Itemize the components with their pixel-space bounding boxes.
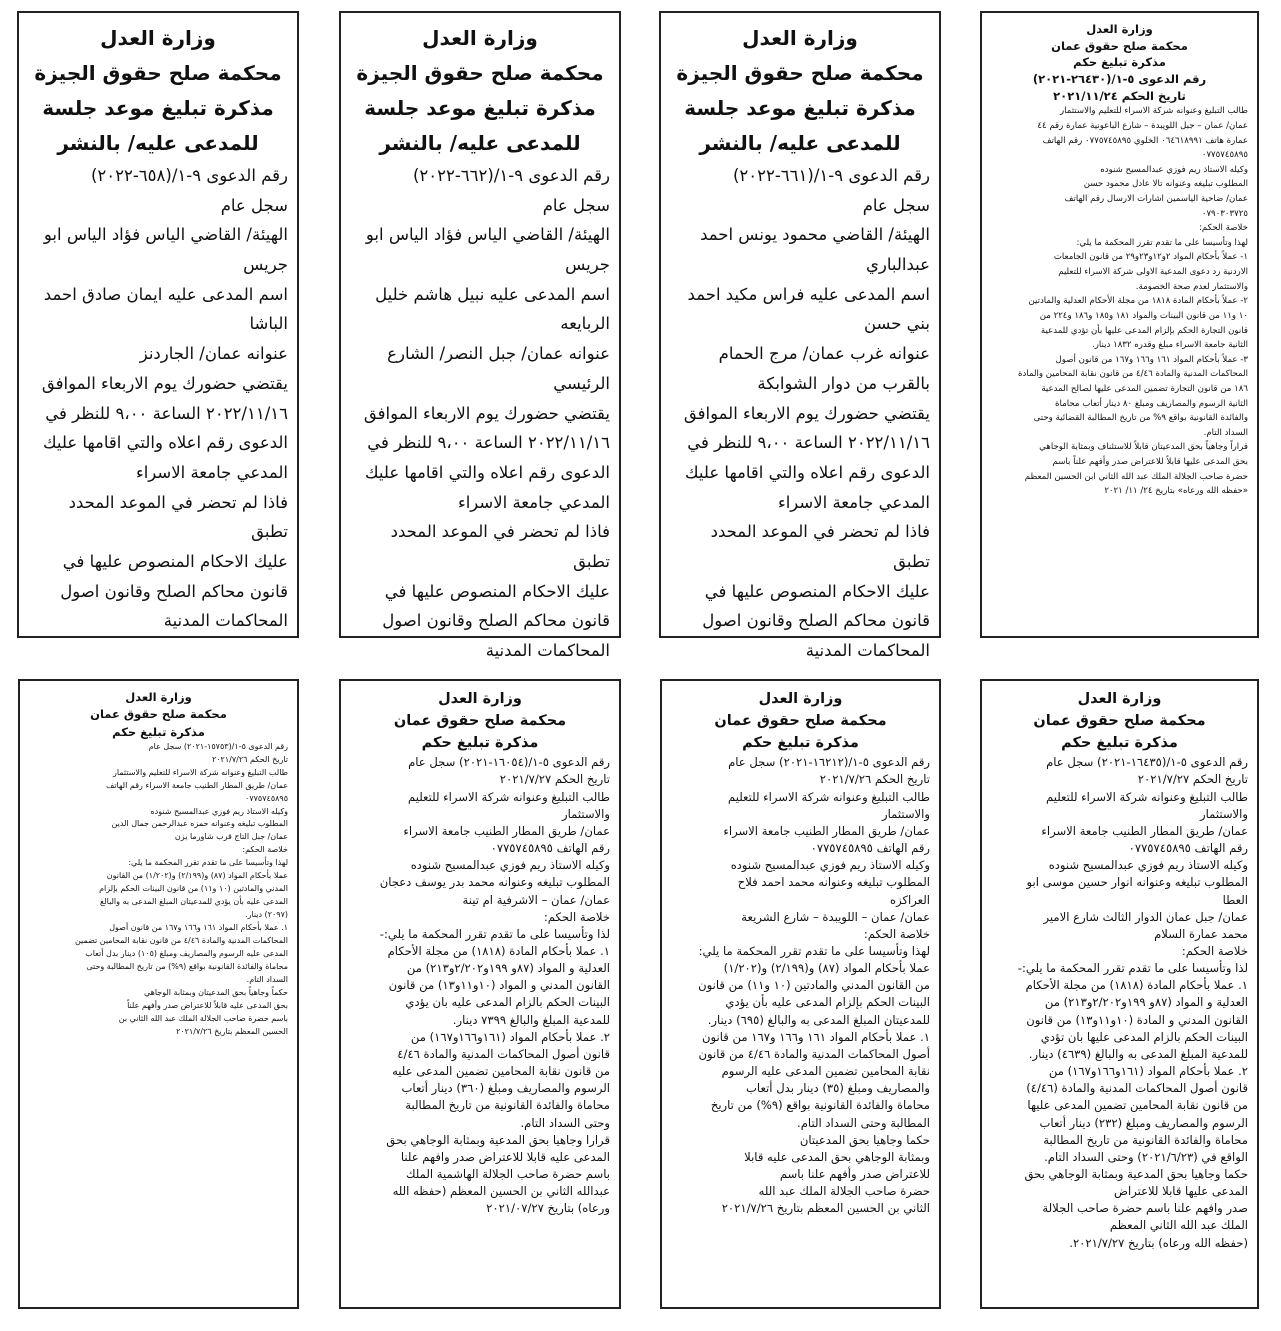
body-line: المطالبة وحتى السداد التام. (797, 1115, 930, 1130)
body-line: المدعى عليه الرسوم والمصاريف ومبلغ (١٠٥) دينار بدل أتعاب (85, 949, 288, 958)
body-line: قرارا وجاهيا بحق المدعية وبمثابة الوجاهي بحق (386, 1132, 610, 1147)
body-line: سجل عام (542, 195, 610, 215)
body-line: وبمثابة الوجاهي بحق المدعى عليه قابلا (744, 1149, 930, 1164)
body-line: قانون محاكم الصلح وقانون اصول (60, 581, 288, 601)
body-line: عمان/ طريق المطار الطنيب جامعة الاسراء (403, 823, 610, 838)
header-line: مذكرة تبليغ موعد جلسة (364, 96, 596, 120)
notice-header (670, 21, 930, 161)
body-line: قانون أصول المحاكمات المدنية والمادة (٤/٤٦) (1026, 1081, 1248, 1096)
body-line: جريس (565, 255, 610, 275)
body-line: اسم المدعى عليه ايمان صادق احمد (43, 284, 288, 304)
body-line: بحق المدعى عليها قابلاً للاعتراض صدر وأفهم علناً باسم (1052, 456, 1248, 467)
body-line: المحاكمات المدنية (485, 641, 610, 660)
body-line: حكما وجاهيا بحق المدعيتان (799, 1132, 930, 1147)
body-line: قانون محاكم الصلح وقانون اصول (382, 611, 610, 631)
body-line: العطا (1222, 892, 1248, 907)
body-line: عمان/ عمان – الاشرفية ام تينة (462, 892, 610, 907)
body-line: لهذا وتأسيسا على ما تقدم تقرر المحكمة ما يلي: (128, 858, 288, 868)
body-line: بالقرب من دوار الشوابكة (757, 373, 930, 393)
body-line: محمد عمارة السلام (1154, 926, 1248, 941)
header-line: محكمة صلح حقوق عمان (393, 712, 567, 729)
body-line: المدني والمادتين (١٠ و١١) من قانون البينات الحكم بإلزام (99, 884, 288, 894)
body-line: المطلوب تبليغه وعنوانه حمزه عبدالرحمن جمال الدين (111, 819, 288, 829)
body-line: لذا وتأسيسا على ما تقدم تقرر المحكمة ما يلي:- (1017, 961, 1248, 976)
body-line: الثانية الرسوم والمصاريف ومبلغ ٨٠ دينار أتعاب محاماة (1055, 398, 1248, 409)
body-line: المحاكمات المدنية والمادة ٤/٤٦ من قانون نقابة المحامين تضمين (74, 936, 288, 946)
notice-body (350, 754, 610, 1217)
body-line: عبدالباري (866, 255, 930, 275)
body-line: ٢٠٢٢/١١/١٦ الساعة ٩،٠٠ للنظر في (687, 433, 930, 453)
body-line: طالب التبليغ وعنوانه شركة الاسراء للتعليم (1045, 789, 1248, 804)
body-line: من القانون المدني والمادتين (١٠ و١١) من قانون (698, 978, 930, 993)
body-line: ١. عملا بأحكام المواد ١٦١ و١٦٦ و١٦٧ من قانون (702, 1029, 930, 1044)
header-line: وزارة العدل (1077, 691, 1162, 707)
body-line: ١. عملا بأحكام المادة (١٨١٨) من مجلة الأحكام (387, 943, 610, 958)
body-line: تاريخ الحكم ٢٠٢١/٧/٢٧ (499, 772, 610, 787)
header-line: مذكرة تبليغ حكم (742, 734, 859, 751)
body-line: الملك عبد الله الثاني المعظم (1109, 1218, 1248, 1233)
body-line: فاذا لم تحضر في الموعد المحدد تطبق (710, 522, 930, 571)
body-line: محاماة والفائدة القانونية من تاريخ المطالبة (1043, 1132, 1248, 1147)
body-line: المطلوب تبليغه وعنوانه تالا عادل محمود حسن (1083, 179, 1248, 190)
body-line: محاماة والفائدة القانونية من تاريخ المطالبة (405, 1098, 610, 1113)
body-line: تاريخ الحكم ٢٠٢١/٧/٢٧ (1137, 772, 1248, 787)
notice-body (28, 161, 288, 636)
body-line: الرسوم والمصاريف ومبلغ (٣٦٠) دينار أتعاب (401, 1081, 610, 1096)
notice-header (350, 21, 610, 161)
body-line: للاعتراض صدر وأفهم علنا باسم (779, 1167, 930, 1181)
body-line: رقم الدعوى ٥-١/(١٦٤٣٥-٢٠٢١) سجل عام (1046, 755, 1248, 770)
notice-6 (339, 679, 621, 1309)
body-line: والفائدة القانونية بواقع ٩% من تاريخ المطالبة القضائية وحتى (1033, 413, 1248, 424)
body-line: عنوانه عمان/ جبل النصر/ الشارع (387, 344, 610, 364)
body-line: عمان/ طريق المطار الطنيب جامعة الاسراء (1041, 823, 1248, 838)
body-line: عليك الاحكام المنصوص عليها في (62, 551, 288, 571)
body-line: قانون أصول المحاكمات المدنية والمادة ٤/٤٦ (397, 1046, 610, 1061)
body-line: عمان/ طريق المطار الطنيب جامعة الاسراء (723, 823, 930, 838)
body-line: المطلوب تبليغه وعنوانه انوار حسين موسى ابو (1026, 875, 1248, 890)
body-line: قانون محاكم الصلح وقانون اصول (702, 611, 930, 631)
body-line: الدعوى رقم اعلاه والتي اقامها عليك (42, 433, 288, 453)
header-line: رقم الدعوى ٥-١/(٢٦٤٣٠-٢٠٢١) (1032, 72, 1207, 87)
body-line: طالب التبليغ وعنوانه شركة الاسراء للتعليم والاستثمار (1059, 106, 1248, 117)
notice-2 (339, 11, 621, 660)
header-line: مذكرة تبليغ موعد جلسة (684, 96, 916, 120)
body-line: ١٠ و١١ من قانون البينات والمواد ١٨١ و١٨٥ و١٨٦ و٢٢٤ من (1039, 310, 1248, 321)
notice-header (991, 21, 1248, 104)
body-line: حضرة صاحب الجلالة الملك عبد الله الثاني ابن الحسين المعظم (1024, 471, 1248, 482)
body-line: عمان/ عمان – جبل اللويبدة – شارع الباعونية عمارة رقم ٤٤ (1037, 120, 1248, 131)
body-line: رقم الدعوى ٥-١/(١٥٧٥٣-٢٠٢١) سجل عام (148, 741, 288, 751)
body-line: عملا بأحكام المواد (٨٧) و(٢/١٩٩) و(١/٢٠٢) من القانون (106, 871, 288, 881)
header-line: مذكرة تبليغ حكم (1061, 734, 1178, 751)
body-line: وكيله الاستاذ ريم فوزي عبدالمسيح شنوده (410, 858, 610, 873)
body-line: للمدعية المبلغ والبالغ ٧٣٩٩ دينار. (452, 1012, 610, 1027)
body-line: خلاصة الحكم: (1181, 943, 1248, 958)
notice-body (350, 161, 610, 666)
body-line: عمان/ جبل التاج قرب شاورما يزن (174, 832, 288, 842)
body-line: الهيئة/ القاضي الياس فؤاد الياس ابو (365, 225, 610, 245)
body-line: الرسوم والمصاريف ومبلغ (٢٣٢) دينار أتعاب (1039, 1115, 1248, 1130)
body-line: يقتضي حضورك يوم الاربعاء الموافق (683, 403, 930, 423)
body-line: وكيله الاستاذ ريم فوزي عبدالمسيح شنوده (730, 858, 930, 873)
header-line: وزارة العدل (438, 691, 522, 707)
header-line: للمدعى عليه/ بالنشر (57, 131, 259, 155)
body-line: ٢- عملاً بأحكام المادة ١٨١٨ من مجلة الأحكام العدلية والمادتين (1028, 296, 1248, 307)
body-line: لذا وتأسيسا على ما تقدم تقرر المحكمة ما يلي:- (379, 926, 610, 941)
notice-header (28, 21, 288, 161)
body-line: المدعى عليه بأن يؤدي للمدعيتان المبلغ المدعى به والبالغ (99, 897, 288, 907)
body-line: طالب التبليغ وعنوانه شركة الاسراء للتعليم والاستثمار (112, 767, 288, 777)
header-line: تاريخ الحكم ٢٠٢١/١١/٢٤ (1053, 88, 1186, 103)
notice-5 (18, 679, 299, 1309)
body-line: ٠٧٩٠٣٠٣٧٢٥ (1201, 208, 1248, 219)
body-line: والاستثمار (1200, 806, 1248, 821)
notice-header (991, 689, 1248, 754)
header-line: للمدعى عليه/ بالنشر (699, 131, 901, 155)
body-line: اسم المدعى عليه فراس مكيد احمد (687, 284, 930, 304)
notice-body (670, 161, 930, 666)
body-line: رقم الدعوى ٥-١/(١٦٠٥٤-٢٠٢١) سجل عام (408, 755, 610, 770)
body-line: البينات الحكم بإلزام المدعى عليه بأن يؤدي (725, 995, 930, 1010)
header-line: مذكرة تبليغ حكم (1073, 55, 1166, 70)
header-line: وزارة العدل (125, 690, 192, 704)
body-line: الحسين المعظم بتاريخ ٢٠٢١/٧/٢٦ (176, 1026, 288, 1036)
body-line: وحتى السداد التام. (520, 1115, 610, 1130)
body-line: عنوانه غرب عمان/ مرج الحمام (718, 344, 930, 364)
body-line: فاذا لم تحضر في الموعد المحدد تطبق (68, 492, 288, 542)
body-line: المدعى عليه قابلا للاعتراض صدر وافهم علنا (400, 1149, 610, 1164)
header-line: وزارة العدل (100, 26, 216, 50)
body-line: الباشا (249, 314, 288, 334)
body-line: خلاصة الحكم: (242, 845, 288, 855)
body-line: ٢٠٢٢/١١/١٦ الساعة ٩،٠٠ للنظر في (45, 403, 288, 423)
body-line: قانون التجارة الحكم بإلزام المدعى عليها بأن تؤدي للمدعية (1040, 325, 1248, 336)
body-line: محاماة والفائدة القانونية بواقع (٩%) من تاريخ (710, 1098, 930, 1113)
body-line: والاستثمار (882, 806, 930, 821)
notice-8 (980, 679, 1259, 1309)
header-line: مذكرة تبليغ موعد جلسة (42, 96, 274, 120)
body-line: حكماً وجاهياً بحق المدعيتان وبمثابة الوجاهي (143, 987, 288, 997)
notice-body (671, 754, 930, 1217)
body-line: المطلوب تبليغه وعنوانه محمد احمد فلاح (737, 875, 930, 890)
body-line: المحاكمات المدنية (163, 611, 288, 631)
body-line: حكما وجاهيا بحق المدعية وبمثابة الوجاهي بحق (1024, 1167, 1248, 1181)
notice-7 (660, 679, 941, 1309)
header-line: محكمة صلح حقوق عمان (1033, 712, 1206, 729)
notice-header (350, 689, 610, 754)
body-line: ٠٧٧٥٧٤٥٨٩٥ (1201, 150, 1248, 161)
body-line: المطلوب تبليغه وعنوانه محمد بدر يوسف دعجان (379, 875, 610, 890)
body-line: جريس (243, 255, 288, 275)
body-line: عمان/ جبل عمان الدوار الثالث شارع الامير (1043, 909, 1248, 924)
body-line: باسم حضرة صاحب الجلالة الهاشمية الملك (406, 1167, 610, 1181)
header-line: محكمة صلح حقوق الجيزة (356, 61, 604, 85)
body-line: تاريخ الحكم ٢٠٢١/٧/٢٦ (211, 754, 288, 764)
header-line: محكمة صلح حقوق الجيزة (676, 61, 924, 85)
body-line: ١. عملا بأحكام المادة (١٨١٨) من مجلة الأحكام (1025, 978, 1248, 993)
body-line: تاريخ الحكم ٢٠٢١/٧/٢٦ (819, 772, 930, 787)
body-line: المحاكمات المدنية والمادة ٤/٤٦ من قانون نقابة المحامين والمادة (1018, 369, 1248, 380)
body-line: البينات الحكم بالزام المدعى عليها بان تؤدي (1040, 1029, 1248, 1044)
body-line: ١- عملاً بأحكام المواد ٢و١٢و٢٣و٢٩ من قانون الجامعات (1053, 252, 1248, 263)
body-line: الواقع في (٢٠٢١/٦/٢٣) وحتى السداد التام. (1044, 1149, 1248, 1164)
body-line: رقم الدعوى ٩-١/(٦٦٢-٢٠٢٢) (412, 166, 610, 185)
body-line: الدعوى رقم اعلاه والتي اقامها عليك (364, 462, 610, 482)
body-line: عمارة هاتف ٠٦٤٦١٨٩٩١ الخلوي ٠٧٧٥٧٤٥٨٩٥ رقم الهاتف (1042, 135, 1248, 146)
body-line: ٢. عملا بأحكام المواد (١٦١و١٦٦و١٦٧) من (410, 1029, 610, 1044)
body-line: المحاكمات المدنية (805, 641, 930, 660)
body-line: رقم الدعوى ٩-١/(٦٦١-٢٠٢٢) (732, 166, 930, 185)
body-line: خلاصة الحكم: (543, 909, 610, 924)
body-line: سجل عام (220, 195, 288, 215)
body-line: القانون المدني و المادة (١٠و١١و١٣) من قانون (1026, 1012, 1248, 1027)
body-line: نقابة المحامين تضمين المدعى عليه الرسوم (721, 1064, 930, 1079)
body-line: المدعي جامعة الاسراء (135, 462, 288, 482)
body-line: عمان/ ضاحية الياسمين اشارات الارسال رقم الهاتف (1064, 194, 1248, 205)
body-line: عبدالله الثاني بن الحسين المعظم (حفظه الله (392, 1184, 610, 1199)
body-line: حضرة صاحب الجلالة الملك عبد الله (758, 1184, 930, 1199)
body-line: رقم الهاتف ٠٧٧٥٧٤٥٨٩٥ (490, 841, 610, 856)
body-line: الدعوى رقم اعلاه والتي اقامها عليك (684, 462, 930, 482)
header-line: محكمة صلح حقوق الجيزة (34, 61, 282, 85)
notice-body (991, 104, 1248, 498)
body-line: بني حسن (863, 314, 930, 334)
body-line: الهيئة/ القاضي محمود يونس احمد (700, 225, 930, 245)
header-line: وزارة العدل (758, 691, 843, 707)
notice-3 (659, 11, 941, 660)
header-line: مذكرة تبليغ حكم (112, 724, 205, 739)
body-line: محاماة والفائدة القانونية بواقع (٩%) من تاريخ المطالبة وحتى (86, 961, 288, 971)
body-line: ١٨٦ من قانون التجارة تضمين المدعى عليها لصالح المدعية (1041, 383, 1248, 394)
body-line: رقم الهاتف ٠٧٧٥٧٤٥٨٩٥ (810, 841, 930, 856)
body-line: المدعى عليها قابلا للاعتراض (1113, 1184, 1248, 1199)
body-line: العراكزه (890, 892, 930, 907)
body-line: الربايعه (560, 314, 610, 334)
body-line: العدلية و المواد (٨٧و ١٩٩و٢/٢٠٢و٢١٣) من (1044, 995, 1248, 1010)
body-line: الرئيسي (553, 373, 610, 393)
header-line: محكمة صلح حقوق عمان (90, 707, 227, 722)
body-line: خلاصة الحكم: (1199, 223, 1248, 234)
body-line: ١. عملا بأحكام المواد ١٦١ و١٦٦ و١٦٧ من قانون أصول (109, 923, 288, 933)
body-line: عنوانه عمان/ الجاردنز (139, 344, 288, 364)
body-line: المدعي جامعة الاسراء (777, 492, 930, 512)
notice-header (29, 689, 288, 741)
body-line: من قانون نقابة المحامين تضمين المدعى عليه (392, 1064, 610, 1079)
body-line: قراراً وجاهياً بحق المدعيتان قابلاً للاستئناف وبمثابة الوجاهي (1039, 442, 1248, 453)
body-line: والاستثمار لعدم صحة الخصومة. (1135, 281, 1248, 292)
body-line: فاذا لم تحضر في الموعد المحدد تطبق (390, 522, 610, 571)
body-line: صدر وافهم علنا باسم حضرة صاحب الجلالة (1042, 1201, 1248, 1216)
body-line: خلاصة الحكم: (863, 926, 930, 941)
body-line: السداد التام. (1203, 427, 1248, 438)
body-line: لهذا وتأسيسا على ما تقدم تقرر المحكمة ما يلي: (698, 943, 930, 958)
header-line: وزارة العدل (422, 26, 538, 50)
body-line: للمدعية المبلغ المدعى به والبالغ (٤٦٣٩) دينار. (1028, 1046, 1248, 1061)
body-line: رقم الهاتف ٠٧٧٥٧٤٥٨٩٥ (1128, 841, 1248, 856)
body-line: عمان/ عمان – اللويبدة – شارع الشريعة (741, 909, 930, 924)
body-line: البينات الحكم بالزام المدعى عليه بان يؤدي (405, 995, 610, 1010)
body-line: والمصاريف ومبلغ (٣٥) دينار بدل أتعاب (746, 1081, 930, 1096)
body-line: وكيله الاستاذ ريم فوزي عبدالمسيح شنوده (150, 806, 288, 816)
body-line: طالب التبليغ وعنوانه شركة الاسراء للتعليم (727, 789, 930, 804)
body-line: طالب التبليغ وعنوانه شركة الاسراء للتعليم (407, 789, 610, 804)
body-line: الثاني بن الحسين المعظم بتاريخ ٢٠٢١/٧/٢٦ (721, 1201, 930, 1216)
notice-4 (980, 11, 1259, 638)
body-line: الهيئة/ القاضي الياس فؤاد الياس ابو (43, 225, 288, 245)
header-line: للمدعى عليه/ بالنشر (379, 131, 581, 155)
body-line: رقم الدعوى ٩-١/(٦٥٨-٢٠٢٢) (90, 166, 288, 185)
body-line: والاستثمار (562, 806, 610, 821)
body-line: من قانون نقابة المحامين تضمين المدعى عليها (1027, 1098, 1248, 1113)
body-line: وكيله الاستاذ ريم فوزي عبدالمسيح شنوده (1048, 858, 1248, 873)
body-line: وكيله الاستاذ ريم فوزي عبدالمسيح شنوده (1100, 164, 1248, 175)
body-line: يقتضي حضورك يوم الاربعاء الموافق (363, 403, 610, 423)
body-line: ٣- عملاً بأحكام المواد ١٦١ و١٦٦ و١٦٧ من قانون أصول (1055, 354, 1248, 365)
header-line: وزارة العدل (1086, 22, 1153, 36)
notice-body (29, 741, 288, 1039)
body-line: (٢٠٩٧) دينار. (244, 910, 288, 920)
body-line: (حفظه الله ورعاه) بتاريخ ٢٠٢١/٧/٢٧. (1069, 1235, 1248, 1250)
body-line: ورعاه) بتاريخ ٢٠٢١/٠٧/٢٧ (486, 1201, 610, 1216)
body-line: باسم حضرة صاحب الجلالة الملك عبد الله الثاني بن (118, 1013, 288, 1023)
body-line: المدعي جامعة الاسراء (457, 492, 610, 512)
header-line: محكمة صلح حقوق عمان (1051, 38, 1188, 53)
body-line: عمان/ طريق المطار الطنيب جامعة الاسراء رقم الهاتف (106, 780, 288, 790)
body-line: ٠٧٧٥٧٤٥٨٩٥ (245, 793, 288, 803)
notice-body (991, 754, 1248, 1252)
body-line: الثانية جامعة الاسراء مبلغ وقدره ١٨٣٢ دينار. (1092, 340, 1248, 351)
notice-header (671, 689, 930, 754)
body-line: عملا بأحكام المواد (٨٧) و(٢/١٩٩) و(١/٢٠٢) (723, 961, 930, 976)
body-line: ٢. عملا بأحكام المواد (١٦١و١٦٦و١٦٧) من (1048, 1064, 1248, 1079)
body-line: الاردنية رد دعوى المدعية الاولى شركة الاسراء للتعليم (1058, 267, 1248, 278)
body-line: لهذا وتأسيسا على ما تقدم تقرر المحكمة ما يلي: (1076, 237, 1248, 248)
header-line: محكمة صلح حقوق عمان (714, 712, 887, 729)
body-line: عليك الاحكام المنصوص عليها في (384, 581, 610, 601)
body-line: ٢٠٢٢/١١/١٦ الساعة ٩،٠٠ للنظر في (367, 433, 610, 453)
body-line: اسم المدعى عليه نبيل هاشم خليل (375, 284, 610, 304)
body-line: العدلية و المواد (٨٧و ١٩٩و٢/٢٠٢و٢١٣) من (406, 961, 610, 976)
body-line: السداد التام. (246, 974, 288, 984)
body-line: رقم الدعوى ٥-١/(١٦٢١٢-٢٠٢١) سجل عام (728, 755, 930, 770)
header-line: وزارة العدل (742, 26, 858, 50)
body-line: للمدعيتان المبلغ المدعى به والبالغ (٦٩٥) دينار. (707, 1012, 930, 1027)
header-line: مذكرة تبليغ حكم (421, 734, 539, 751)
notice-1 (17, 11, 299, 638)
body-line: القانون المدني و المواد (١٠و١١و١٣) من قانون (388, 978, 610, 993)
body-line: عليك الاحكام المنصوص عليها في (704, 581, 930, 601)
body-line: أصول المحاكمات المدنية والمادة ٤/٤٦ من قانون (698, 1046, 930, 1061)
body-line: «حفظه الله ورعاه» بتاريخ ٢٤/ ١١/ ٢٠٢١ (1104, 486, 1248, 497)
body-line: بحق المدعى عليه قابلاً للاعتراض صدر وأفهم علناً (127, 1000, 288, 1010)
body-line: يقتضي حضورك يوم الاربعاء الموافق (41, 373, 288, 393)
body-line: سجل عام (862, 195, 930, 215)
